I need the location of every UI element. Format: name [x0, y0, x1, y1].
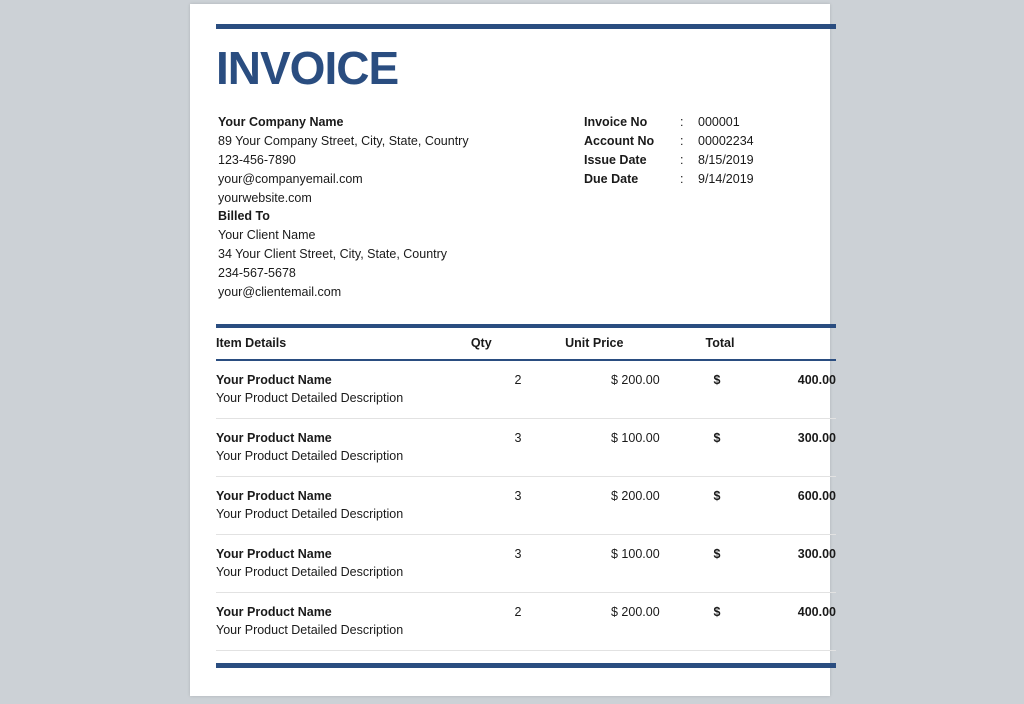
product-name: Your Product Name [216, 605, 332, 619]
row-unit-price-cell: $ 200.00 [565, 593, 705, 651]
row-total-currency: $ [713, 547, 721, 561]
page-title: INVOICE [216, 42, 399, 94]
account-no-row [584, 132, 754, 151]
top-divider [216, 24, 836, 29]
row-qty-cell: 3 [471, 535, 565, 593]
row-total-amount: 600.00 [797, 489, 836, 503]
row-qty-cell: 2 [471, 593, 565, 651]
invoice-meta-block [584, 113, 754, 189]
company-address: 89 Your Company Street, City, State, Country [218, 134, 469, 148]
invoice-no-label: Invoice No [584, 115, 648, 129]
product-name: Your Product Name [216, 547, 332, 561]
row-total-currency: $ [713, 431, 721, 445]
items-table-wrap [216, 324, 836, 651]
invoice-no-value: 000001 [698, 115, 740, 129]
product-name: Your Product Name [216, 431, 332, 445]
account-no-label: Account No [584, 134, 655, 148]
client-phone: 234-567-5678 [218, 266, 296, 280]
due-date-value: 9/14/2019 [698, 172, 754, 186]
row-total-cell [706, 477, 836, 535]
row-qty-cell: 3 [471, 419, 565, 477]
invoice-no-separator: : [680, 115, 684, 129]
row-total-amount: 400.00 [797, 605, 836, 619]
row-item-cell [216, 593, 471, 651]
table-row [216, 535, 836, 593]
row-total-currency: $ [713, 373, 721, 387]
company-email: your@companyemail.com [218, 172, 363, 186]
billed-to-heading: Billed To [218, 209, 270, 223]
invoice-no-row [584, 113, 754, 132]
product-name: Your Product Name [216, 373, 332, 387]
row-unit-price-cell: $ 100.00 [565, 419, 705, 477]
product-description: Your Product Detailed Description [216, 391, 404, 405]
table-row [216, 419, 836, 477]
row-qty-cell: 2 [471, 360, 565, 419]
table-row [216, 360, 836, 419]
company-phone: 123-456-7890 [218, 153, 296, 167]
client-name: Your Client Name [218, 228, 316, 242]
billed-to-block [218, 207, 804, 302]
product-description: Your Product Detailed Description [216, 507, 404, 521]
client-address: 34 Your Client Street, City, State, Country [218, 247, 448, 261]
invoice-content [216, 24, 836, 668]
issue-date-separator: : [680, 153, 684, 167]
product-name: Your Product Name [216, 489, 332, 503]
row-total-currency: $ [713, 605, 721, 619]
row-total-cell [706, 360, 836, 419]
invoice-page [190, 4, 836, 696]
row-total-cell [706, 535, 836, 593]
row-unit-price-cell: $ 200.00 [565, 477, 705, 535]
company-website: yourwebsite.com [218, 191, 312, 205]
row-total-amount: 300.00 [797, 431, 836, 445]
column-header-unit-price: Unit Price [565, 328, 705, 360]
account-no-value: 00002234 [698, 134, 754, 148]
row-item-cell [216, 535, 471, 593]
row-total-currency: $ [713, 489, 721, 503]
row-total-amount: 400.00 [797, 373, 836, 387]
items-table [216, 328, 836, 651]
table-row [216, 477, 836, 535]
column-header-item: Item Details [216, 328, 471, 360]
table-row [216, 593, 836, 651]
client-email: your@clientemail.com [218, 285, 342, 299]
product-description: Your Product Detailed Description [216, 565, 404, 579]
row-qty-cell: 3 [471, 477, 565, 535]
account-no-separator: : [680, 134, 684, 148]
company-name: Your Company Name [218, 115, 344, 129]
column-header-total: Total [706, 328, 836, 360]
column-header-qty: Qty [471, 328, 565, 360]
company-block [218, 113, 469, 208]
row-total-amount: 300.00 [797, 547, 836, 561]
row-item-cell [216, 419, 471, 477]
row-item-cell [216, 360, 471, 419]
product-description: Your Product Detailed Description [216, 623, 404, 637]
due-date-separator: : [680, 172, 684, 186]
row-item-cell [216, 477, 471, 535]
issue-date-value: 8/15/2019 [698, 153, 754, 167]
due-date-label: Due Date [584, 172, 639, 186]
issue-date-row [584, 151, 754, 170]
issue-date-label: Issue Date [584, 153, 647, 167]
bottom-divider [216, 663, 836, 668]
row-total-cell [706, 593, 836, 651]
row-total-cell [706, 419, 836, 477]
header-meta [216, 113, 804, 205]
row-unit-price-cell: $ 100.00 [565, 535, 705, 593]
product-description: Your Product Detailed Description [216, 449, 404, 463]
row-unit-price-cell: $ 200.00 [565, 360, 705, 419]
due-date-row [584, 170, 754, 189]
table-header-row [216, 328, 836, 360]
